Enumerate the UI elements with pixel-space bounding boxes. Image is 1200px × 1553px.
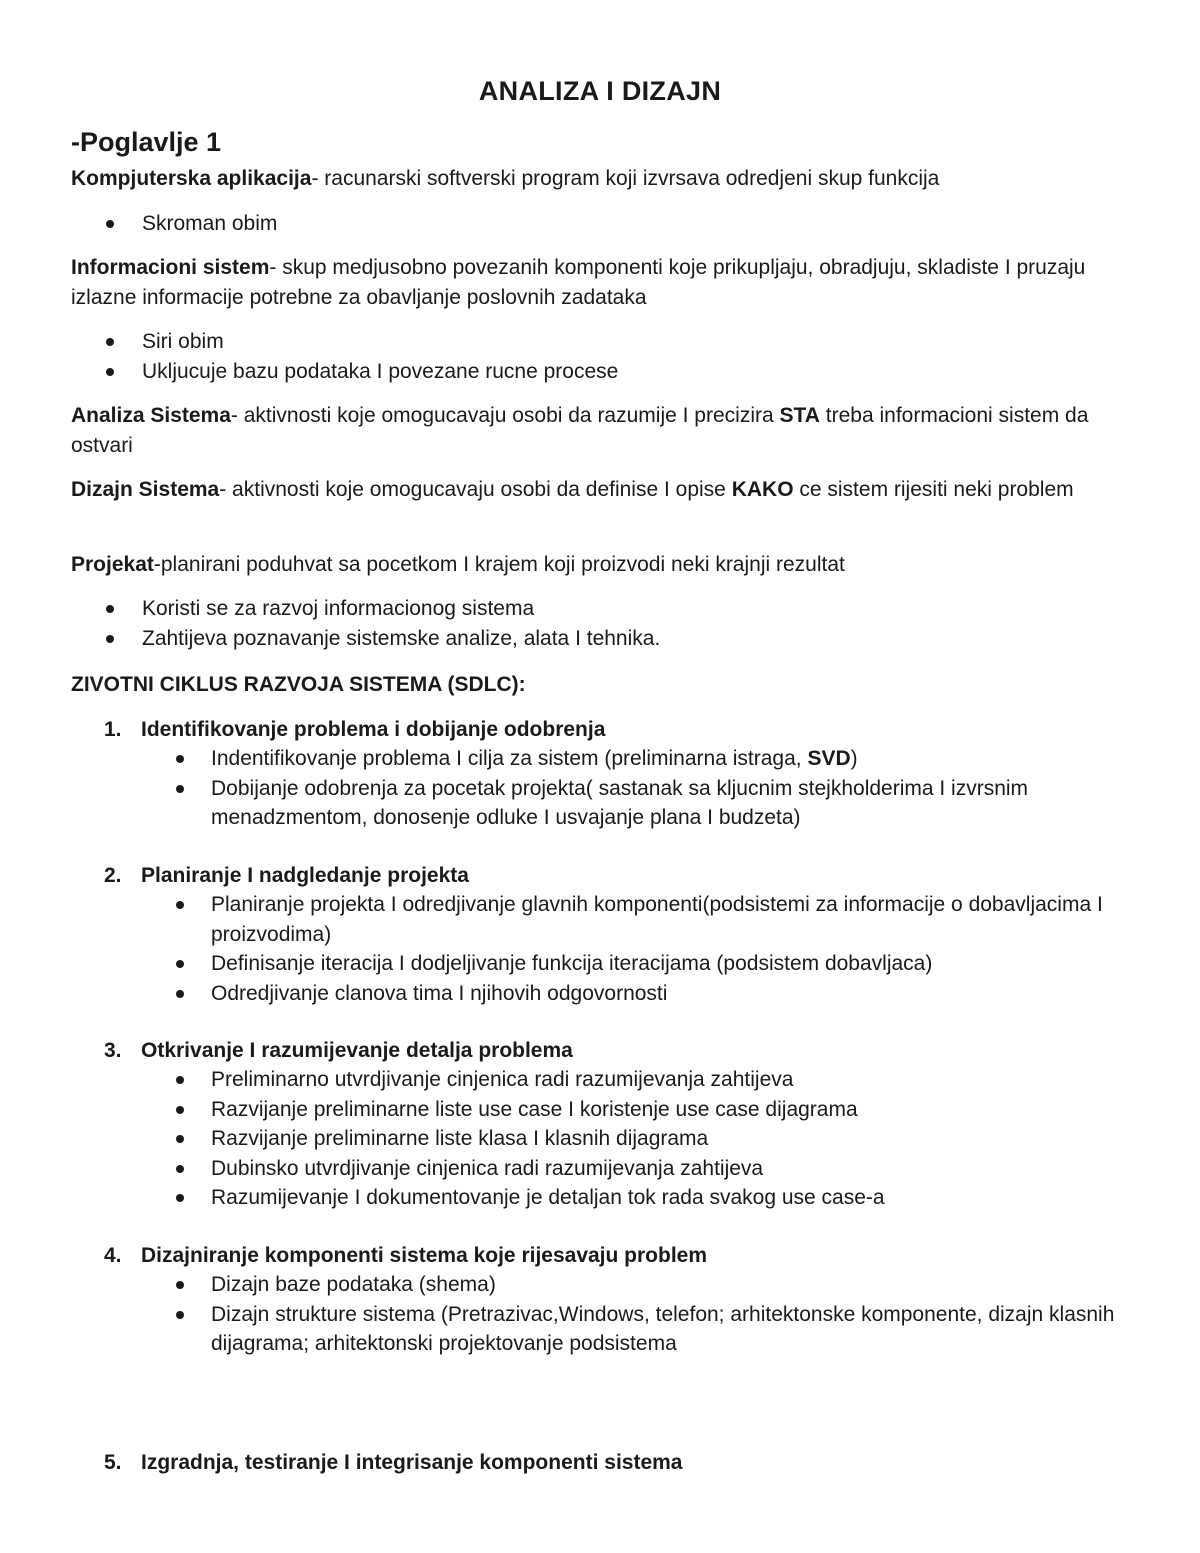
- list-item-text: Skroman obim: [142, 212, 278, 235]
- list-item: [141, 1154, 1136, 1184]
- definition-text: ce sistem rijesiti neki problem: [793, 478, 1074, 501]
- chapter-heading: -Poglavlje 1: [71, 127, 222, 157]
- list-item-text: Dizajn strukture sistema (Pretrazivac,Windows, telefon; arhitektonske komponente, dizajn klasnih dijagrama; arhitektonski projektovanje podsistema: [211, 1302, 1115, 1355]
- emphasis-text: KAKO: [731, 478, 794, 501]
- step-number: 2.: [104, 864, 122, 887]
- bullet-icon: [106, 605, 114, 613]
- definition-text: - aktivnosti koje omogucavaju osobi da razumije I precizira: [230, 404, 780, 427]
- definition-projekat: [71, 550, 1131, 580]
- bullet-icon: [106, 220, 114, 228]
- step-title: Identifikovanje problema i dobijanje odobrenja: [141, 718, 606, 741]
- list-item-text: Razvijanje preliminarne liste klasa I klasnih dijagrama: [211, 1127, 709, 1150]
- list-item: [141, 1095, 1136, 1125]
- list-item: [141, 1124, 1136, 1154]
- list-item-text: Siri obim: [142, 330, 224, 353]
- list-item-text: Razvijanje preliminarne liste use case I koristenje use case dijagrama: [211, 1097, 858, 1121]
- list-item: [141, 774, 1136, 833]
- list-item: [71, 327, 1131, 357]
- kompjuterska-bullets: [71, 209, 1131, 239]
- list-item-text: Indentifikovanje problema I cilja za sistem (preliminarna istraga,: [211, 747, 808, 770]
- definition-term: Informacioni sistem: [71, 256, 270, 279]
- definition-text: - skup medjusobno povezanih komponenti koje prikupljaju, obradjuju, skladiste I pruzaju izlazne informacije potrebne za obavljanje poslovnih zadataka: [71, 256, 1086, 309]
- list-item-text: Dubinsko utvrdjivanje cinjenica radi razumijevanja zahtijeva: [211, 1156, 764, 1180]
- step-4-items: [141, 1270, 1136, 1359]
- step-number: 3.: [104, 1039, 122, 1062]
- list-item-text: Preliminarno utvrdjivanje cinjenica radi razumijevanja zahtijeva: [211, 1068, 794, 1091]
- list-item: [71, 357, 1131, 387]
- definition-text: - racunarski softverski program koji izvrsava odredjeni skup funkcija: [311, 167, 940, 190]
- definition-text: -planirani poduhvat sa pocetkom I krajem koji proizvodi neki krajnji rezultat: [153, 553, 845, 576]
- bullet-icon: [176, 1311, 184, 1319]
- step-3-items: [141, 1065, 1136, 1213]
- list-item: [141, 1183, 1136, 1213]
- step-1-items: [141, 744, 1136, 833]
- list-item: [141, 979, 1136, 1009]
- step-number: 1.: [104, 718, 122, 741]
- list-item-text: Razumijevanje I dokumentovanje je detaljan tok rada svakog use case-a: [211, 1186, 885, 1209]
- list-item: [141, 1270, 1136, 1300]
- bullet-icon: [176, 1076, 184, 1084]
- step-number: 4.: [104, 1244, 122, 1267]
- list-item: [141, 1300, 1136, 1359]
- step-title: Planiranje I nadgledanje projekta: [141, 864, 469, 887]
- bullet-icon: [176, 1165, 184, 1173]
- list-item: [71, 209, 1131, 239]
- list-item-text: Ukljucuje bazu podataka I povezane rucne procese: [142, 359, 619, 383]
- step-title: Otkrivanje I razumijevanje detalja problema: [141, 1039, 573, 1062]
- bullet-icon: [106, 368, 114, 376]
- bullet-icon: [176, 901, 184, 909]
- bullet-icon: [176, 1281, 184, 1289]
- emphasis-text: SVD: [807, 747, 851, 770]
- list-item-text: Zahtijeva poznavanje sistemske analize, alata I tehnika.: [142, 626, 661, 650]
- list-item: [71, 594, 1131, 624]
- definition-term: Kompjuterska aplikacija: [71, 167, 312, 190]
- definition-dizajn-sistema: [71, 475, 1131, 505]
- emphasis-text: STA: [779, 404, 820, 427]
- bullet-icon: [176, 960, 184, 968]
- definition-text: - aktivnosti koje omogucavaju osobi da definise I opise: [219, 478, 732, 501]
- list-item: [141, 949, 1136, 979]
- bullet-icon: [106, 338, 114, 346]
- step-number: 5.: [104, 1451, 122, 1474]
- bullet-icon: [176, 1135, 184, 1143]
- definition-term: Dizajn Sistema: [71, 478, 220, 501]
- projekat-bullets: [71, 594, 1131, 653]
- sdlc-heading: ZIVOTNI CIKLUS RAZVOJA SISTEMA (SDLC):: [71, 673, 526, 696]
- list-item: [141, 890, 1136, 949]
- definition-text: treba informacioni sistem da ostvari: [71, 404, 1089, 457]
- definition-analiza-sistema: [71, 401, 1131, 460]
- list-item-text: Dizajn baze podataka (shema): [211, 1273, 496, 1296]
- bullet-icon: [106, 635, 114, 643]
- bullet-icon: [176, 755, 184, 763]
- list-item: [141, 1065, 1136, 1095]
- list-item: [71, 624, 1131, 654]
- list-item-text: Odredjivanje clanova tima I njihovih odgovornosti: [211, 981, 668, 1005]
- list-item: [141, 744, 1136, 774]
- definition-informacioni-sistem: [71, 253, 1131, 312]
- bullet-icon: [176, 1106, 184, 1114]
- bullet-icon: [176, 785, 184, 793]
- definition-term: Analiza Sistema: [71, 404, 231, 427]
- document-title: ANALIZA I DIZAJN: [478, 76, 722, 106]
- list-item-text: Dobijanje odobrenja za pocetak projekta( sastanak sa kljucnim stejkholderima I izvrsnim menadzmentom, donosenje odluke I usvajanje plana I budzeta): [211, 776, 1029, 829]
- step-title: Dizajniranje komponenti sistema koje rijesavaju problem: [141, 1244, 708, 1267]
- step-title: Izgradnja, testiranje I integrisanje komponenti sistema: [141, 1451, 683, 1474]
- list-item-text: Koristi se za razvoj informacionog sistema: [142, 597, 535, 620]
- bullet-icon: [176, 1194, 184, 1202]
- bullet-icon: [176, 990, 184, 998]
- definition-kompjuterska-aplikacija: [71, 164, 1131, 194]
- step-2-items: [141, 890, 1136, 1008]
- list-item-text: ): [850, 747, 858, 770]
- definition-term: Projekat: [71, 553, 154, 576]
- informacioni-bullets: [71, 327, 1131, 386]
- list-item-text: Definisanje iteracija I dodjeljivanje funkcija iteracijama (podsistem dobavljaca): [211, 952, 933, 975]
- list-item-text: Planiranje projekta I odredjivanje glavnih komponenti(podsistemi za informacije o dobavljacima I proizvodima): [211, 893, 1103, 946]
